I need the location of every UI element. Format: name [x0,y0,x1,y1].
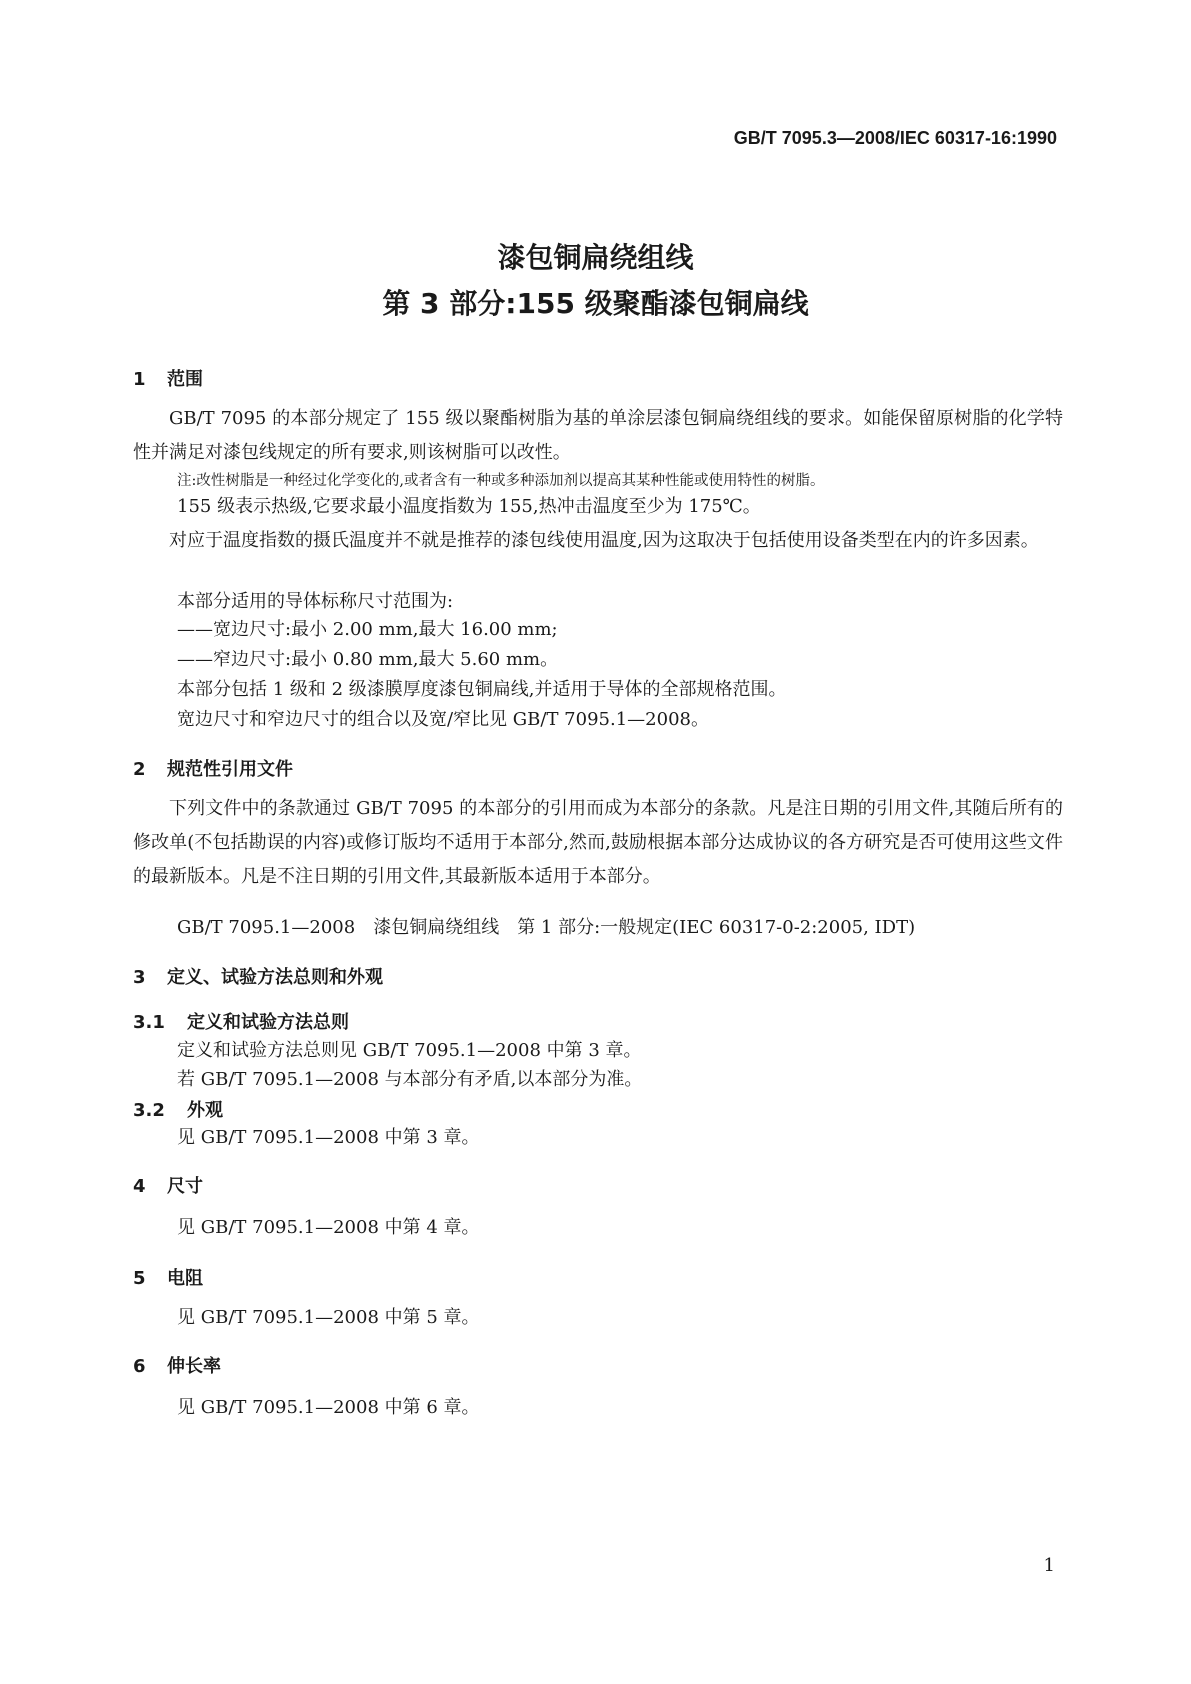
section-5-paragraph-1: 见 GB/T 7095.1—2008 中第 5 章。 [177,1307,480,1328]
section-title: 定义、试验方法总则和外观 [167,967,383,988]
section-2-paragraph-1: 下列文件中的条款通过 GB/T 7095 的本部分的引用而成为本部分的条款。凡是注日期的引用文件,其随后所有的修改单(不包括勘误的内容)或修订版均不适用于本部分,然而,鼓励根据本部分达成协议的各方研究是否可使用这些文件的最新版本。凡是不注日期的引用文件,其最新版本适用于本部分。 [133,798,1063,887]
section-2-heading [133,755,293,781]
section-3-heading [133,963,383,989]
document-title-line2: 第 3 部分:155 级聚酯漆包铜扁线 [382,287,809,320]
section-number: 5 [133,1268,146,1289]
section-1-paragraph-6: 宽边尺寸和窄边尺寸的组合以及宽/窄比见 GB/T 7095.1—2008。 [177,709,709,730]
section-title: 尺寸 [167,1176,203,1197]
section-number: 4 [133,1176,146,1197]
section-5-heading [133,1264,203,1290]
page-number: 1 [1043,1555,1055,1576]
section-1-paragraph-5: 本部分包括 1 级和 2 级漆膜厚度漆包铜扁线,并适用于导体的全部规格范围。 [177,679,787,700]
section-number: 3 [133,967,146,988]
section-number: 3.1 [133,1012,165,1033]
section-number: 2 [133,759,146,780]
section-1-note: 注:改性树脂是一种经过化学变化的,或者含有一种或多种添加剂以提高其某种性能或使用特性的树脂。 [177,473,825,489]
section-1-heading [133,365,203,391]
section-title: 范围 [167,369,203,390]
standard-number-header: GB/T 7095.3—2008/IEC 60317-16:1990 [733,128,1057,148]
section-1-paragraph-2: 155 级表示热级,它要求最小温度指数为 155,热冲击温度至少为 175℃。 [177,496,761,517]
section-1-paragraph-4: 本部分适用的导体标称尺寸范围为: [177,591,454,612]
section-3-1-heading [133,1008,349,1034]
section-number: 6 [133,1356,146,1377]
document-title-line1: 漆包铜扁绕组线 [497,241,694,274]
section-1-list-item-2: ——窄边尺寸:最小 0.80 mm,最大 5.60 mm。 [177,649,559,670]
section-number: 3.2 [133,1100,165,1121]
section-title: 定义和试验方法总则 [187,1012,349,1033]
section-number: 1 [133,369,146,390]
section-2-reference: GB/T 7095.1—2008 漆包铜扁绕组线 第 1 部分:一般规定(IEC 60317-0-2:2005, IDT) [177,917,916,938]
section-3-1-paragraph-2: 若 GB/T 7095.1—2008 与本部分有矛盾,以本部分为准。 [177,1069,643,1090]
section-6-heading [133,1352,221,1378]
section-1-paragraph-3: 对应于温度指数的摄氏温度并不就是推荐的漆包线使用温度,因为这取决于包括使用设备类型在内的许多因素。 [169,530,1039,551]
section-1-list-item-1: ——宽边尺寸:最小 2.00 mm,最大 16.00 mm; [177,619,558,640]
section-title: 规范性引用文件 [167,759,293,780]
section-title: 电阻 [167,1268,203,1289]
section-3-1-paragraph-1: 定义和试验方法总则见 GB/T 7095.1—2008 中第 3 章。 [177,1040,642,1061]
section-3-2-paragraph-1: 见 GB/T 7095.1—2008 中第 3 章。 [177,1127,480,1148]
section-4-paragraph-1: 见 GB/T 7095.1—2008 中第 4 章。 [177,1217,480,1238]
section-title: 伸长率 [167,1356,221,1377]
section-title: 外观 [187,1100,223,1121]
section-6-paragraph-1: 见 GB/T 7095.1—2008 中第 6 章。 [177,1397,480,1418]
section-4-heading [133,1172,203,1198]
section-3-2-heading [133,1096,223,1122]
section-1-paragraph-1: GB/T 7095 的本部分规定了 155 级以聚酯树脂为基的单涂层漆包铜扁绕组线的要求。如能保留原树脂的化学特性并满足对漆包线规定的所有要求,则该树脂可以改性。 [133,408,1063,463]
